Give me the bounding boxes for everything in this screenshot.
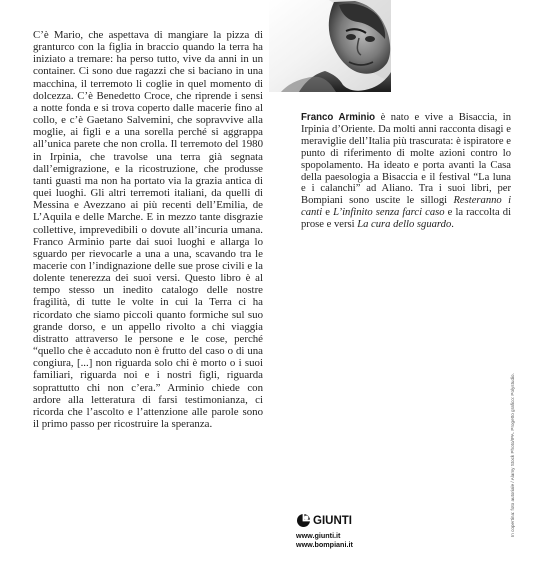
giunti-logo-icon	[296, 513, 311, 528]
book-title-2: L’infinito senza farci caso	[333, 207, 445, 219]
book-title-3: La cura dello sguardo	[357, 219, 452, 231]
bio-text-4: .	[451, 219, 454, 231]
cover-credits: In copertina: foto autoriale / Alamy Stock Photo/IPA. Progetto grafico: Polystudio.	[510, 373, 515, 537]
publisher-logo	[296, 513, 352, 528]
website-giunti: www.giunti.it	[296, 531, 341, 540]
synopsis-paragraph: C’è Mario, che aspettava di mangiare la pizza di granturco con la figlia in braccio quando la terra ha iniziato a tremare: ha perso tutto, vive da anni in un container. Ci sono due ragazzi che si baciano in una macchina, il terremoto li coglie in quel momento di dolcezza. C’è Benedetto Croce, che riprende i sensi a notte fonda e si trova coperto dalle macerie fino al collo, e c’è Gaetano Salvemini, che sopravvive alla moglie, ai figli e a una sorella perché si aggrappa all’unica parete che non crolla. Il terremoto del 1980 in Irpinia, che travolse una terra già segnata dall’emigrazione, e la ricostruzione, che produsse tanti guasti ma non ha portato via la grazia antica di quei luoghi. Gli altri terremoti italiani, da quelli di Messina e Avezzano ai più recenti dell’Emilia, de L’Aquila e delle Marche. E in mezzo tante disgrazie collettive, imprevedibili o dovute all’incuria umana. Franco Arminio parte dai suoi luoghi e allarga lo sguardo per rievocarle a una a una, scavando tra le macerie con l’indignazione delle sue prose civili e la dolente tenerezza dei suoi versi. Questo libro è al tempo stesso un inedito catalogo delle nostre fragilità, di tutte le volte in cui la Terra ci ha ricordato che siamo piccoli quanto formiche sul suo grande dorso, e un appello rivolto a chi viaggia distratto attraverso le persone e le cose, perché “quello che è accaduto non è frutto del caso o di una congiura, [...] non riguarda solo chi è morto o i suoi familiari, riguarda noi e i nostri figli, riguarda soprattutto chi non c’era.” Arminio chiede con ardore alla letteratura di farsi testimonianza, ci ricorda che l’ascolto e l’attenzione alle parole sono il primo passo per ricostruire la speranza.	[33, 29, 263, 430]
synopsis-column	[33, 29, 263, 430]
book-title-1: Resteranno i canti	[301, 195, 512, 219]
author-photo	[269, 0, 391, 92]
publisher-name: GIUNTI	[313, 514, 352, 527]
author-name: Franco Arminio	[301, 112, 376, 123]
bio-text-1: è nato e vive a Bisaccia, in Irpinia d’Oriente. Da molti anni racconta disagi e meraviglie dell’Italia più trascurata: è ispiratore e punto di riferimento di molte azioni contro lo spopolamento. Ha ideato e porta avanti la Casa della paesologia a Bisaccia e il festival “La luna e i calanchi” ad Aliano. Tra i suoi libri, per Bompiani sono uscite le sillogi	[301, 112, 511, 207]
author-portrait-image	[269, 0, 391, 92]
author-bio	[301, 112, 511, 231]
bio-text-2: e	[322, 207, 334, 219]
website-bompiani: www.bompiani.it	[296, 540, 353, 549]
bio-text-3: e la raccolta di prose e versi	[301, 207, 512, 231]
publisher-websites	[296, 531, 353, 549]
